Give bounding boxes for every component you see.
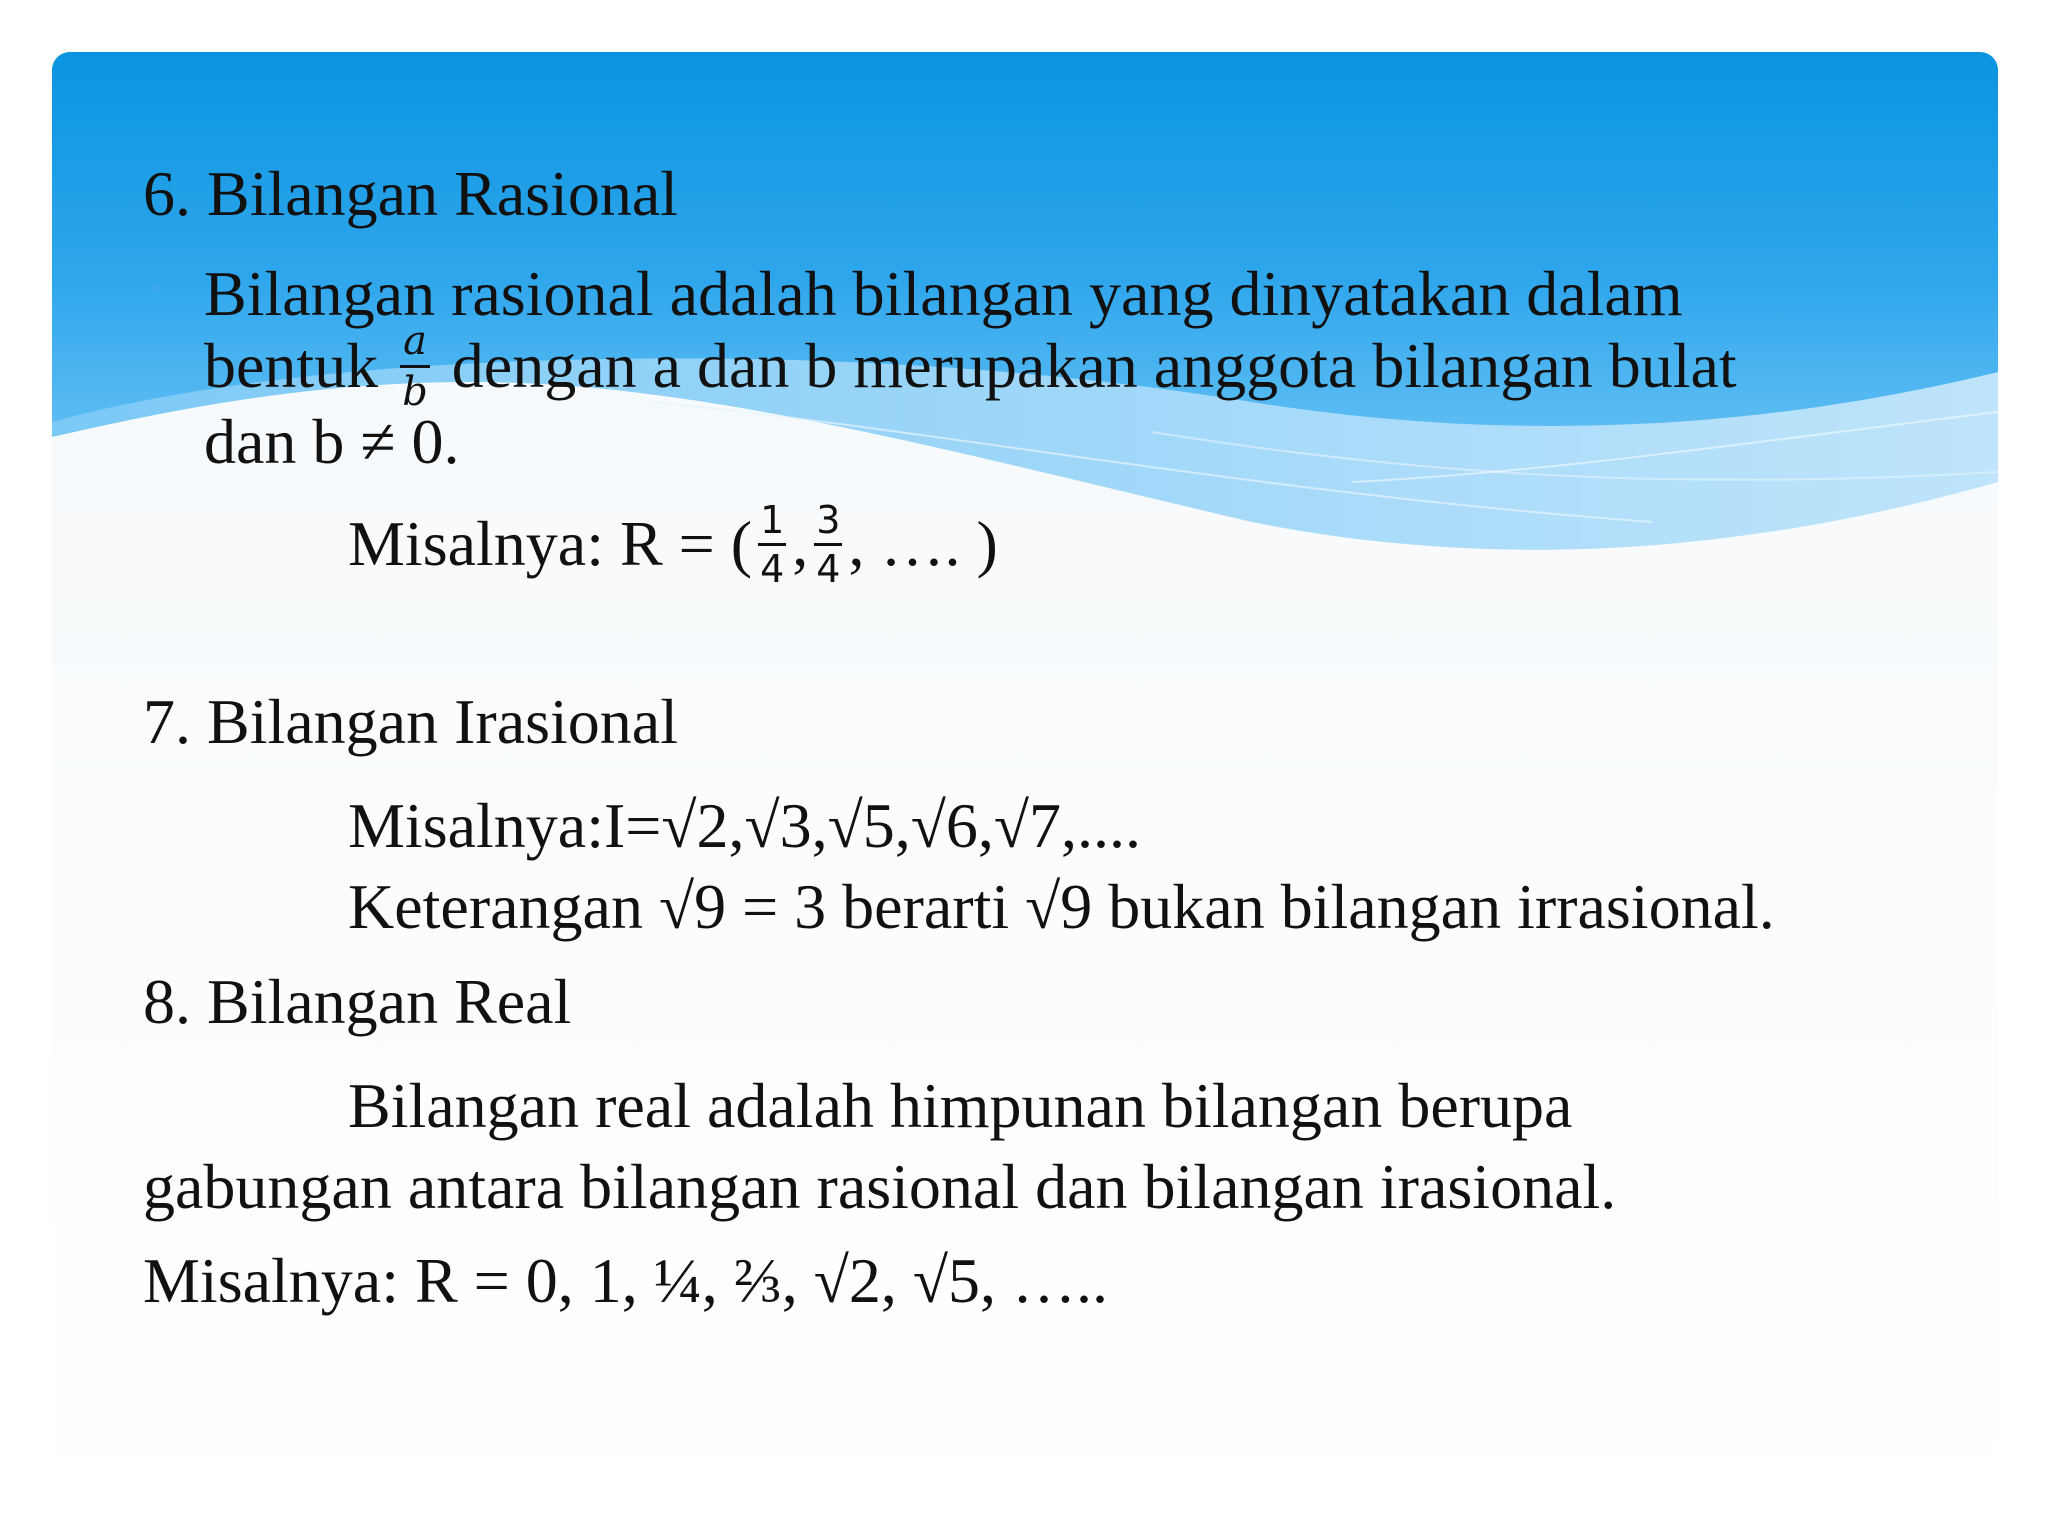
fraction-denominator: b <box>402 369 428 415</box>
section6-definition-line2 <box>204 318 1737 418</box>
fraction-three-quarters <box>814 498 842 591</box>
definition-pre-text: bentuk <box>204 330 379 402</box>
definition-post-text: dengan a dan b merupakan anggota bilangan bulat <box>451 330 1737 402</box>
fraction-a-over-b <box>400 318 430 415</box>
bullet-icon: • <box>147 273 165 308</box>
section6-definition-line1: Bilangan rasional adalah bilangan yang dinyatakan dalam <box>204 258 1683 329</box>
slide-content <box>52 52 1998 1536</box>
section7-note: Keterangan √9 = 3 berarti √9 bukan bilangan irrasional. <box>348 871 1775 942</box>
fraction-numerator: 3 <box>816 498 841 542</box>
section8-definition-line1: Bilangan real adalah himpunan bilangan berupa <box>348 1070 1573 1141</box>
fraction-bar <box>400 365 430 368</box>
section8-heading: 8. Bilangan Real <box>143 966 572 1037</box>
fraction-numerator: a <box>403 318 427 364</box>
fraction-bar <box>814 543 842 546</box>
section6-heading: 6. Bilangan Rasional <box>143 158 679 229</box>
example-pre-text: Misalnya: R = ( <box>348 508 753 580</box>
section7-example: Misalnya:I=√2,√3,√5,√6,√7,.... <box>348 790 1141 861</box>
section7-heading: 7. Bilangan Irasional <box>143 686 678 757</box>
fraction-denominator: 4 <box>760 547 785 591</box>
fraction-bar <box>758 543 786 546</box>
example-separator: , <box>792 508 809 580</box>
fraction-denominator: 4 <box>816 547 841 591</box>
section6-example <box>348 498 998 594</box>
section8-example: Misalnya: R = 0, 1, ¼, ⅔, √2, √5, ….. <box>143 1245 1108 1316</box>
example-post-text: , …. ) <box>848 508 998 580</box>
slide <box>52 52 1998 1536</box>
section8-definition-line2: gabungan antara bilangan rasional dan bilangan irasional. <box>143 1151 1617 1222</box>
fraction-numerator: 1 <box>760 498 785 542</box>
section6-definition-line3: dan b ≠ 0. <box>204 406 460 477</box>
fraction-one-quarter <box>758 498 786 591</box>
